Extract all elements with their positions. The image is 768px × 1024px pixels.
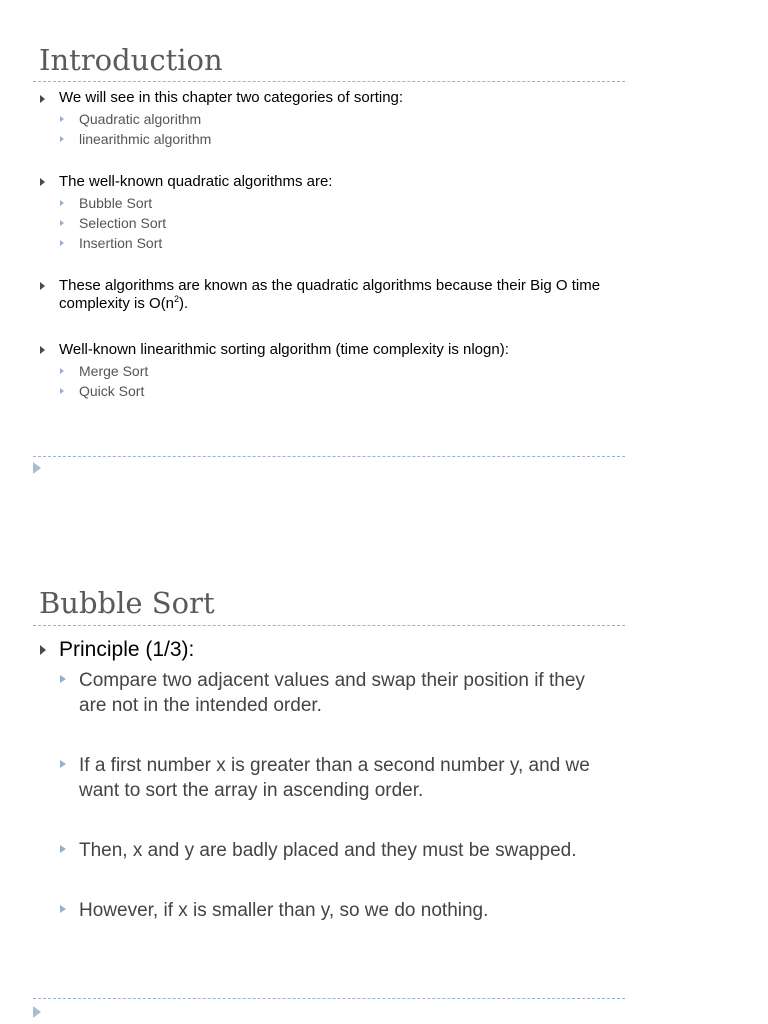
- sub-bullet-text: Compare two adjacent values and swap their position if they are not in the intended order.: [79, 670, 585, 716]
- bullet-text: We will see in this chapter two categories of sorting:: [59, 89, 404, 106]
- sub-bullet-icon: [60, 845, 66, 853]
- footer-arrow-icon: [33, 462, 41, 474]
- footer-divider: [33, 998, 625, 999]
- bullet-text: Principle (1/3):: [59, 638, 195, 661]
- sub-bullet-icon: [60, 240, 64, 246]
- bullet-text: Well-known linearithmic sorting algorithm (time complexity is nlogn):: [59, 341, 509, 358]
- sub-bullet-icon: [60, 116, 64, 122]
- sub-bullet-icon: [60, 905, 66, 913]
- sub-bullet-text: Bubble Sort: [79, 195, 153, 211]
- bullet-icon: [40, 645, 46, 655]
- title-divider: [33, 625, 625, 626]
- bullet-text-end: ).: [179, 295, 189, 312]
- footer-arrow-icon: [33, 1006, 41, 1018]
- sub-bullet-text: Merge Sort: [79, 363, 149, 379]
- bullet-text: [59, 277, 619, 313]
- bullet-icon: [40, 95, 45, 103]
- superscript: 2: [174, 294, 180, 304]
- sub-bullet-text: If a first number x is greater than a second number y, and we want to sort the array in ascending order.: [79, 755, 590, 801]
- title-divider: [33, 81, 625, 82]
- bullet-text-main: These algorithms are known as the quadratic algorithms because their Big O time complexity is O(n: [59, 277, 601, 312]
- slide-title: Introduction: [39, 43, 223, 77]
- sub-bullet-icon: [60, 220, 64, 226]
- slide-introduction: [0, 0, 768, 500]
- sub-bullet-text: Then, x and y are badly placed and they must be swapped.: [79, 840, 577, 861]
- sub-bullet-text: linearithmic algorithm: [79, 131, 212, 147]
- sub-bullet-icon: [60, 388, 64, 394]
- sub-bullet-text: Insertion Sort: [79, 235, 163, 251]
- sub-bullet-text: Selection Sort: [79, 215, 167, 231]
- slide-bubble-sort: [0, 544, 768, 1024]
- slide-title: Bubble Sort: [39, 586, 215, 620]
- footer-divider: [33, 456, 625, 457]
- bullet-icon: [40, 346, 45, 354]
- sub-bullet-icon: [60, 760, 66, 768]
- sub-bullet-icon: [60, 368, 64, 374]
- sub-bullet-icon: [60, 675, 66, 683]
- bullet-text: The well-known quadratic algorithms are:: [59, 173, 333, 190]
- sub-bullet-text: Quick Sort: [79, 383, 145, 399]
- sub-bullet-icon: [60, 136, 64, 142]
- sub-bullet-text: Quadratic algorithm: [79, 111, 202, 127]
- bullet-icon: [40, 178, 45, 186]
- sub-bullet-icon: [60, 200, 64, 206]
- sub-bullet-text: However, if x is smaller than y, so we do nothing.: [79, 900, 489, 921]
- bullet-icon: [40, 282, 45, 290]
